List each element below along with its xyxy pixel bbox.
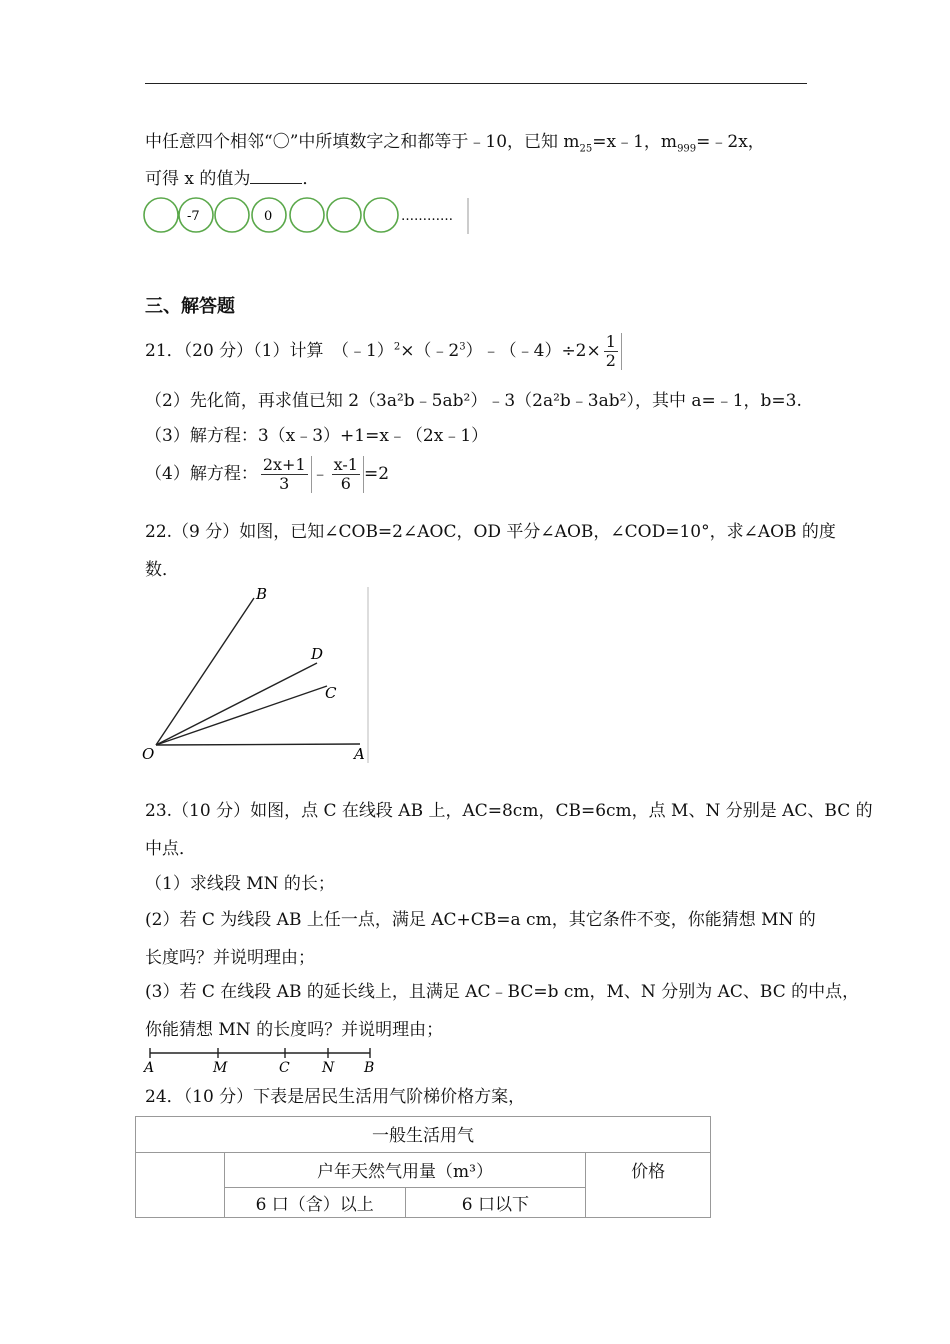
q22-line1: 22.（9 分）如图，已知∠COB=2∠AOC，OD 平分∠AOB，∠COD=10°，求∠AOB 的度: [145, 522, 836, 542]
section-title: 三、解答题: [145, 296, 235, 317]
circle-5: [290, 198, 324, 232]
label-D: D: [311, 645, 324, 663]
circle-value-0: 0: [264, 209, 273, 224]
ellipsis-dots: …………: [401, 209, 453, 224]
q24-line1: 24．（10 分）下表是居民生活用气阶梯价格方案，: [145, 1087, 526, 1107]
fraction-x-minus-1-over-6: $\frac{x-1}{6}$: [329, 456, 364, 493]
fraction-one-half: $\frac{1}{2}$: [601, 333, 622, 370]
point-C: C: [279, 1060, 290, 1075]
point-B: B: [364, 1060, 375, 1075]
label-B: B: [256, 585, 268, 603]
ray-OC: [156, 686, 327, 745]
ray-OB: [156, 598, 254, 745]
q23-line2: 中点．: [145, 839, 196, 859]
q21-part3: （3）解方程：3（x﹣3）+1=x﹣（2x﹣1）: [145, 426, 489, 446]
q23-line5: 长度吗？并说明理由；: [145, 948, 315, 968]
table-col-under-6: 6 口以下: [405, 1188, 586, 1218]
q22-line2: 数．: [145, 560, 179, 580]
answer-blank[interactable]: [250, 169, 302, 184]
q21-part1: 21．（20 分）（1）计算 $(﹣1)^2\times(﹣2^3)﹣(﹣4)\div 2\times$ $\frac{1}{2}$: [145, 333, 622, 370]
q21-part4: （4）解方程： $\frac{2x+1}{3}$ ﹣ $\frac{x-1}{6}$ =2: [145, 455, 390, 493]
gas-price-table: [135, 1116, 711, 1218]
q23-line7: 你能猜想 MN 的长度吗？并说明理由；: [145, 1020, 444, 1040]
q23-line1: 23.（10 分）如图，点 C 在线段 AB 上，AC=8cm，CB=6cm，点 M、N 分别是 AC、BC 的: [145, 801, 873, 821]
q23-line3: （1）求线段 MN 的长；: [145, 874, 335, 894]
segment-figure: [140, 1045, 380, 1075]
label-O: O: [142, 745, 155, 763]
table-cell-empty: [136, 1153, 225, 1218]
q23-line6: (3）若 C 在线段 AB 的延长线上，且满足 AC﹣BC=b cm，M、N 分别为 AC、BC 的中点，: [145, 982, 860, 1002]
q23-line4: (2）若 C 为线段 AB 上任一点，满足 AC+CB=a cm，其它条件不变，你能猜想 MN 的: [145, 910, 816, 930]
circle-6: [327, 198, 361, 232]
table-price-header: 价格: [586, 1153, 711, 1218]
angle-figure: [140, 585, 372, 765]
table-usage-header: 户年天然气用量（m³）: [224, 1153, 585, 1188]
ray-OA: [156, 744, 360, 745]
table-col-over-6: 6 口（含）以上: [224, 1188, 405, 1218]
q20-line2: 可得 x 的值为 ．: [145, 169, 320, 189]
circle-3: [215, 198, 249, 232]
circle-7: [364, 198, 398, 232]
q20-line1: 中任意四个相邻“〇”中所填数字之和都等于﹣10，已知 $m_{25}=x﹣1$，$m_{999}=﹣2x$，: [145, 132, 765, 155]
ray-OD: [156, 663, 317, 745]
label-C: C: [325, 684, 337, 702]
circle-1: [144, 198, 178, 232]
point-N: N: [322, 1060, 335, 1075]
label-A: A: [354, 745, 365, 763]
point-M: M: [213, 1060, 228, 1075]
point-A: A: [144, 1060, 155, 1075]
header-rule: [145, 83, 807, 84]
q21-part2: （2）先化简，再求值已知 2（3a²b﹣5ab²）﹣3（2a²b﹣3ab²），其中 a=﹣1，b=3.: [145, 391, 802, 411]
circle-sequence-figure: [143, 196, 473, 236]
circle-value-neg7: -7: [187, 209, 200, 224]
fraction-2x-plus-1-over-3: $\frac{2x+1}{3}$: [258, 456, 312, 493]
table-header: 一般生活用气: [136, 1117, 711, 1153]
